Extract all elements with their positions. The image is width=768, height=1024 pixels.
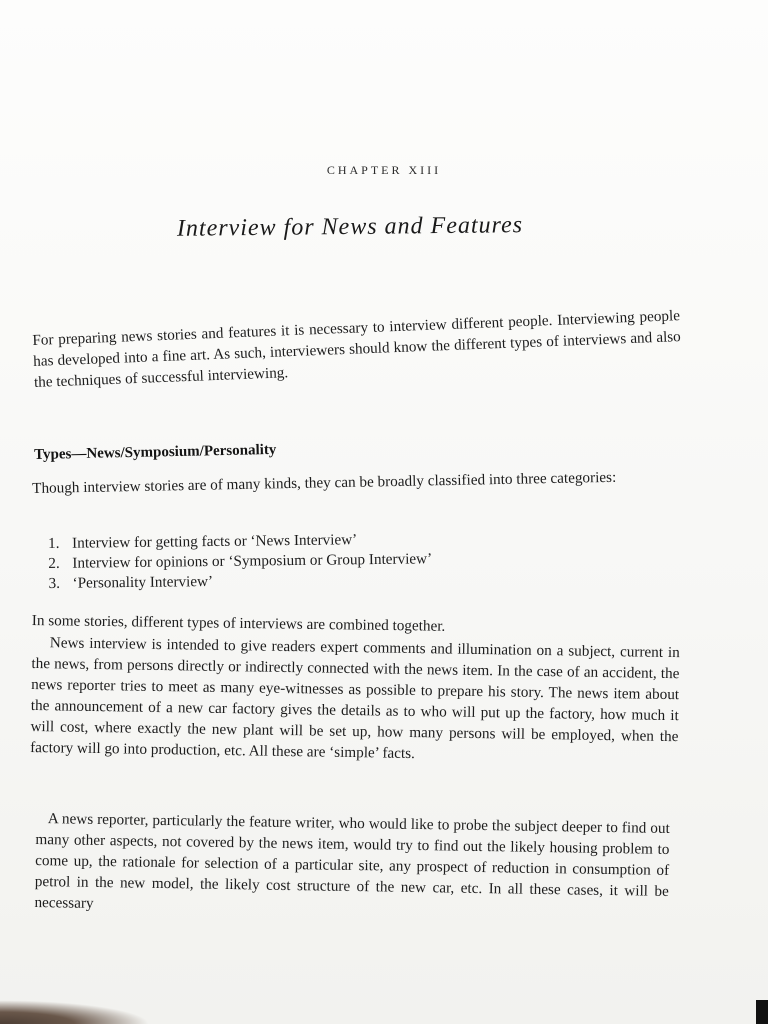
paragraph-combined-types: In some stories, different types of interviews are combined together. xyxy=(31,611,446,635)
chapter-title: Interview for News and Features xyxy=(176,212,524,242)
paragraph-news-interview: News interview is intended to give readers expert comments and illumination on a subject, current in the news, from persons directly or indirectly connected with the news item. In the case of an accident, the news reporter tries to meet as many eye-witnesses as possible to prepare his story. The news item about the announcement of a new car factory gives the details as to who will put up the factory, how much it will cost, where exactly the new plant will be set up, how many persons will be employed, when the factory will go into production, etc. All these are ‘simple’ facts. xyxy=(30,634,680,763)
section-heading: Types—News/Symposium/Personality xyxy=(34,441,277,463)
list-item-text: Interview for getting facts or ‘News Interview’ xyxy=(72,531,358,552)
paragraph-feature-writer: A news reporter, particularly the feature writer, who would like to probe the subject deeper to find out many other aspects, not covered by the news item, would try to find out the likely housing problem to come up, the rationale for selection of a particular site, any prospect of reduction in consumption of petrol in the new model, the likely cost structure of the new car, etc. In all these cases, it will be necessary xyxy=(34,810,670,912)
chapter-label: CHAPTER XIII xyxy=(326,163,442,177)
list-item-number: 2. xyxy=(48,554,60,572)
list-item xyxy=(48,569,432,594)
page-edge-shadow-right xyxy=(756,1000,768,1024)
category-list xyxy=(48,529,433,594)
list-item-number: 3. xyxy=(48,574,61,592)
page-edge-shadow xyxy=(0,1000,150,1024)
intro-paragraph: For preparing news stories and features it is necessary to interview different people. Interviewing people has developed into a fine art. As such, interviewers should know the different types of interviews and also the techniques of successful interviewing. xyxy=(32,307,682,391)
section-lead-paragraph: Though interview stories are of many kinds, they can be broadly classified into three categories: xyxy=(32,468,617,497)
list-item-text: Interview for opinions or ‘Symposium or Group Interview’ xyxy=(72,550,433,572)
list-item-number: 1. xyxy=(48,534,60,552)
list-item-text: ‘Personality Interview’ xyxy=(72,572,214,592)
